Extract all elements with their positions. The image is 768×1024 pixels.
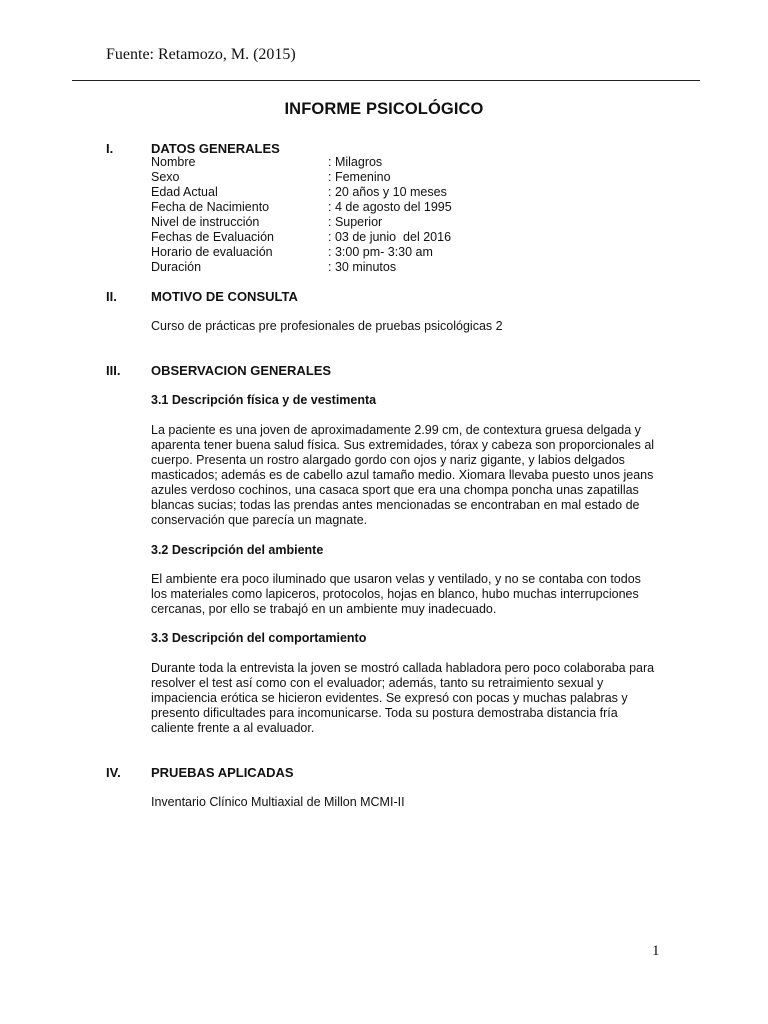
paragraph-line: caliente frente a al evaluador. <box>151 721 315 735</box>
field-value: : Milagros <box>328 155 383 169</box>
paragraph-line: conservación que parecía un magnate. <box>151 513 368 527</box>
field-row-instruccion <box>151 215 452 230</box>
field-label: Edad Actual <box>151 185 218 199</box>
subsection-3-2-title: 3.2 Descripción del ambiente <box>151 543 324 557</box>
applied-tests-text: Inventario Clínico Multiaxial de Millon MCMI-II <box>151 795 405 809</box>
field-row-edad <box>151 185 452 200</box>
general-data-fields <box>151 155 452 275</box>
field-label: Nombre <box>151 155 196 169</box>
subsection-3-2-paragraph <box>151 572 671 617</box>
section-2-number: II. <box>106 289 117 304</box>
field-row-fechas-evaluacion <box>151 230 452 245</box>
section-2-title: MOTIVO DE CONSULTA <box>151 289 298 304</box>
field-row-duracion <box>151 260 452 275</box>
page-number: 1 <box>652 943 660 959</box>
paragraph-line: El ambiente era poco iluminado que usaron velas y ventilado, y no se contaba con todos <box>151 572 641 586</box>
paragraph-line: Durante toda la entrevista la joven se mostró callada habladora pero poco colaboraba para <box>151 661 655 675</box>
field-row-sexo <box>151 170 452 185</box>
section-4-number: IV. <box>106 765 121 780</box>
subsection-3-3-paragraph <box>151 661 671 736</box>
section-1-title: DATOS GENERALES <box>151 141 280 156</box>
field-label: Fecha de Nacimiento <box>151 200 270 214</box>
field-value: : 30 minutos <box>328 260 397 274</box>
paragraph-line: masticados; además es de cabello azul tamaño medio. Xiomara llevaba puesto unos jeans <box>151 468 654 482</box>
paragraph-line: aparenta tener buena salud física. Sus extremidades, tórax y cabeza son proporcionales al <box>151 438 655 452</box>
field-label: Nivel de instrucción <box>151 215 260 229</box>
field-value: : 3:00 pm- 3:30 am <box>328 245 433 259</box>
header-divider <box>72 80 700 81</box>
field-row-horario <box>151 245 452 260</box>
field-row-nacimiento <box>151 200 452 215</box>
paragraph-line: azules verdoso cochinos, una casaca sport que era una chompa poncha unas zapatillas <box>151 483 639 497</box>
paragraph-line: cercanas, por ello se trabajó en un ambiente muy inadecuado. <box>151 602 497 616</box>
section-3-title: OBSERVACION GENERALES <box>151 363 332 378</box>
paragraph-line: impaciencia erótica se hicieron evidentes. Se expresó con pocas y muchas palabras y <box>151 691 628 705</box>
field-value: : Superior <box>328 215 383 229</box>
subsection-3-3-title: 3.3 Descripción del comportamiento <box>151 631 367 645</box>
document-title: INFORME PSICOLÓGICO <box>284 100 484 118</box>
section-3-number: III. <box>106 363 121 378</box>
field-value: : 20 años y 10 meses <box>328 185 447 199</box>
field-value: : 4 de agosto del 1995 <box>328 200 452 214</box>
field-value: : Femenino <box>328 170 391 184</box>
subsection-3-1-paragraph <box>151 423 671 528</box>
consultation-reason-text: Curso de prácticas pre profesionales de pruebas psicológicas 2 <box>151 319 503 333</box>
field-label: Horario de evaluación <box>151 245 273 259</box>
field-row-nombre <box>151 155 452 170</box>
field-label: Fechas de Evaluación <box>151 230 274 244</box>
section-4-title: PRUEBAS APLICADAS <box>151 765 294 780</box>
subsection-3-1-title: 3.1 Descripción física y de vestimenta <box>151 393 377 407</box>
field-label: Sexo <box>151 170 180 184</box>
section-1-number: I. <box>106 141 114 156</box>
paragraph-line: La paciente es una joven de aproximadamente 2.99 cm, de contextura gruesa delgada y <box>151 423 641 437</box>
paragraph-line: los materiales como lapiceros, protocolos, hojas en blanco, hubo muchas interrupciones <box>151 587 639 601</box>
paragraph-line: blancas sucias; todas las prendas antes mencionadas se encontraban en mal estado de <box>151 498 640 512</box>
paragraph-line: presento dificultades para incomunicarse. Toda su postura demostraba distancia fría <box>151 706 618 720</box>
source-citation: Fuente: Retamozo, M. (2015) <box>106 46 296 63</box>
paragraph-line: resolver el test así como con el evaluador; además, tanto su retraimiento sexual y <box>151 676 604 690</box>
field-label: Duración <box>151 260 202 274</box>
field-value: : 03 de junio del 2016 <box>328 230 452 244</box>
paragraph-line: cuerpo. Presenta un rostro alargado gordo con ojos y nariz gigante, y labios delgados <box>151 453 625 467</box>
